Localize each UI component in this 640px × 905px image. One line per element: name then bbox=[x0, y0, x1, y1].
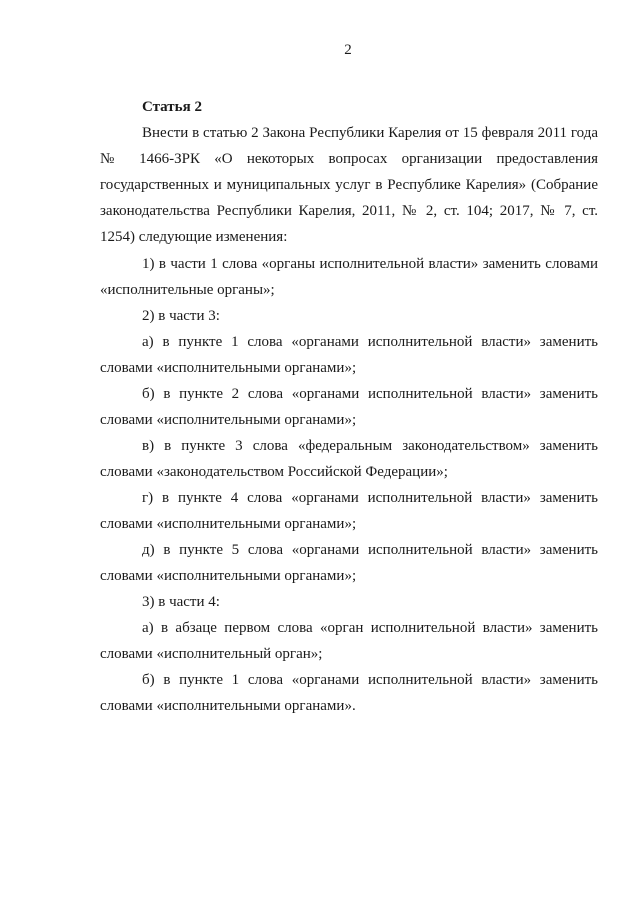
page-number: 2 bbox=[344, 42, 352, 58]
amendment-item-3a: а) в абзаце первом слова «орган исполнительной власти» заменить словами «исполнительный орган»; bbox=[100, 620, 598, 662]
amendment-item-3b: б) в пункте 1 слова «органами исполнительной власти» заменить словами «исполнительными органами». bbox=[100, 672, 598, 714]
amendment-item-3: 3) в части 4: bbox=[142, 594, 220, 610]
amendment-item-2b: б) в пункте 2 слова «органами исполнительной власти» заменить словами «исполнительными органами»; bbox=[100, 386, 598, 428]
amendment-item-2a: а) в пункте 1 слова «органами исполнительной власти» заменить словами «исполнительными органами»; bbox=[100, 334, 598, 376]
amendment-item-1: 1) в части 1 слова «органы исполнительной власти» заменить словами «исполнительные органы»; bbox=[100, 256, 598, 298]
article-intro-paragraph: Внести в статью 2 Закона Республики Карелия от 15 февраля 2011 года № 1466-ЗРК «О некоторых вопросах организации предоставления государственных и муниципальных услуг в Республике Карелия» (Собрание законодательства Республики Карелия, 2011, № 2, ст. 104; 2017, № 7, ст. 1254) следующие изменения: bbox=[100, 125, 598, 245]
amendment-item-2v: в) в пункте 3 слова «федеральным законодательством» заменить словами «законодательством Российской Федерации»; bbox=[100, 438, 598, 480]
amendment-item-2: 2) в части 3: bbox=[142, 308, 220, 324]
amendment-item-2d: д) в пункте 5 слова «органами исполнительной власти» заменить словами «исполнительными органами»; bbox=[100, 542, 598, 584]
amendment-item-2g: г) в пункте 4 слова «органами исполнительной власти» заменить словами «исполнительными органами»; bbox=[100, 490, 598, 532]
article-title: Статья 2 bbox=[142, 99, 202, 115]
